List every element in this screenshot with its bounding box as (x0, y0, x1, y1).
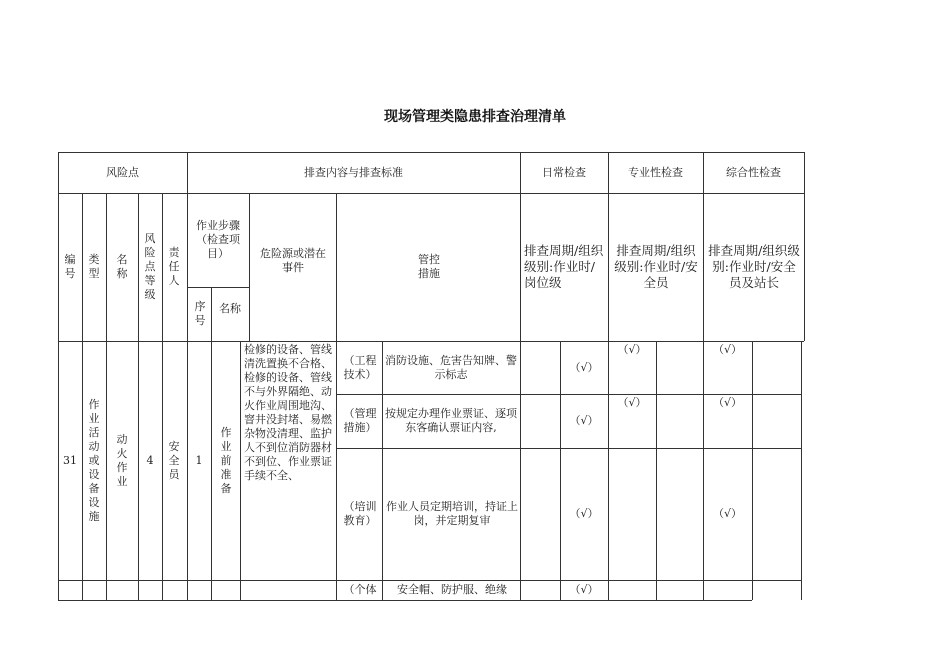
table-line (106, 193, 107, 600)
header-col-seq: 序号 (194, 300, 206, 327)
header-pro-period: 排查周期/组织级别:作业时/安全员 (614, 243, 698, 290)
table-line (162, 193, 163, 600)
row-step-name: 作业前准备 (220, 425, 232, 495)
table-line (58, 600, 752, 601)
check-daily: （√） (569, 507, 599, 520)
check-daily: （√） (569, 360, 599, 374)
row-owner: 安全员 (168, 439, 180, 481)
header-col-step: 作业步骤（检查项目） (196, 219, 240, 260)
header-col-level: 风险点等级 (144, 232, 156, 301)
row-no: 31 (63, 453, 77, 467)
table-line (801, 341, 802, 600)
header-col-step-name: 名称 (219, 302, 241, 315)
header-col-control: 管控措施 (418, 253, 440, 280)
header-pro-check: 专业性检查 (628, 165, 683, 179)
check-pro: （√） (617, 343, 647, 356)
header-risk-point: 风险点 (106, 165, 139, 179)
control-measure: 消防设施、危害告知牌、警示标志 (385, 353, 517, 381)
control-measure: 按规定办理作业票证、逐项东客确认票证内容, (385, 407, 517, 434)
control-kind: （管理措施） (343, 407, 377, 434)
check-daily: （√） (569, 583, 599, 596)
header-col-type: 类型 (88, 253, 100, 280)
check-pro: （√） (617, 396, 647, 409)
control-measure: 作业人员定期培训，持证上岗，并定期复审 (386, 500, 518, 527)
control-kind: （工程技术） (343, 353, 377, 381)
table-line (336, 193, 337, 600)
check-comp: （√） (712, 507, 742, 520)
table-line (520, 152, 521, 600)
table-line (382, 341, 383, 600)
table-line (249, 193, 250, 341)
control-kind: （个体 (343, 583, 377, 596)
table-line (82, 193, 83, 600)
table-line (240, 341, 241, 600)
row-hazards: 检修的设备、管线清洗置换不合格、检修的设备、管线不与外界隔绝、动火作业周围地沟、窨井没封堵、易燃杂物没清理、监护人不到位消防器材不到位、作业票证手续不全、 (244, 343, 332, 482)
page-title: 现场管理类隐患排查治理清单 (384, 109, 566, 125)
control-kind: （培训教育） (343, 500, 377, 527)
header-col-owner: 责任人 (168, 246, 180, 287)
row-seq: 1 (195, 453, 203, 467)
control-measure: 安全帽、防护服、绝缘 (397, 583, 507, 596)
header-comp-check: 综合性检查 (726, 165, 781, 179)
header-daily-period: 排查周期/组织级别:作业时/岗位级 (524, 243, 604, 290)
header-col-name: 名称 (116, 253, 128, 280)
table-line (656, 341, 657, 600)
header-col-hazard: 危险源或潜在事件 (260, 247, 326, 274)
table-line (752, 341, 753, 600)
row-name: 动火作业 (116, 432, 128, 488)
header-comp-period: 排查周期/组织级别:作业时/安全员及站长 (708, 243, 800, 290)
check-comp: （√） (712, 396, 742, 409)
header-col-no: 编号 (64, 253, 76, 280)
header-daily-check: 日常检查 (542, 165, 586, 179)
table-line (211, 287, 212, 600)
row-type: 作业活动或设备设施 (88, 397, 100, 523)
table-border-right (804, 152, 805, 341)
row-level: 4 (146, 453, 154, 467)
table-line (608, 152, 609, 600)
header-check-content: 排查内容与排查标准 (304, 165, 403, 179)
check-daily: （√） (569, 414, 599, 427)
check-comp: （√） (712, 343, 742, 356)
